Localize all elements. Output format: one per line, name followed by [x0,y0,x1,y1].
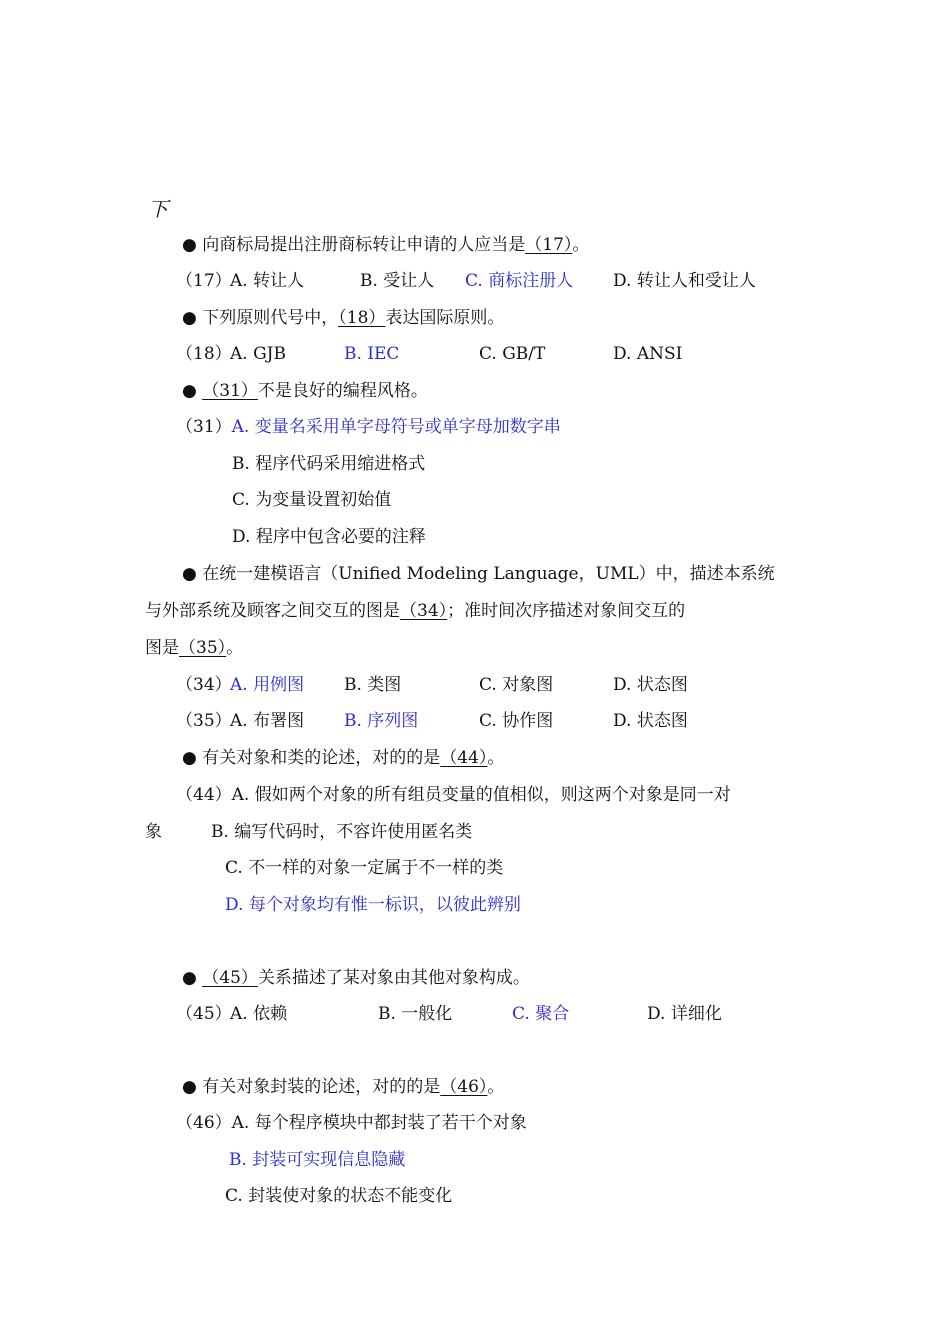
q35-number: （35） [176,711,232,731]
question-17-stem [182,234,589,256]
question-18-stem [182,307,504,329]
question-45-stem [182,967,530,989]
corner-mark: 下 [148,197,168,221]
question-31-stem [182,380,428,402]
q44-option-a-line2: 象 [145,822,162,842]
q31-option-c: C. 为变量设置初始值 [232,490,392,510]
q31-option-d: D. 程序中包含必要的注释 [232,527,426,547]
q45-number: （45） [176,1004,232,1024]
q44-option-b: B. 编写代码时，不容许使用匿名类 [211,822,473,842]
question-31-option-a-row [176,416,561,438]
question-17-options [176,270,876,292]
q44-stem-text: ● 有关对象和类的论述，对的的是 [182,748,441,768]
q45-blank: （45） [202,968,258,988]
question-34-line-2 [145,600,685,622]
question-44-stem [182,747,504,769]
q18-option-d: D. ANSI [613,344,683,364]
q31-end: 不是良好的编程风格。 [257,381,428,401]
q17-number: （17） [176,271,232,291]
q44-option-a-line1: A. 假如两个对象的所有组员变量的值相似，则这两个对象是同一对 [231,785,731,805]
q18-blank: （18） [338,308,386,328]
question-35-options [176,710,876,732]
q46-option-a-row [176,1112,527,1134]
q45-stem-text: ● [182,968,197,988]
question-18-options [176,343,876,365]
q46-end: 。 [487,1077,505,1097]
q31-stem-text: ● [182,381,197,401]
q35-option-d: D. 状态图 [613,711,688,731]
q35-option-b: B. 序列图 [344,711,419,731]
question-34-line-1: ● 在统一建模语言（Unified Modeling Language，UML）中，描述本系统 [182,564,775,584]
q18-number: （18） [176,344,232,364]
q45-option-d: D. 详细化 [647,1004,722,1024]
q17-blank: （17） [525,235,573,255]
q17-end: 。 [572,235,590,255]
q18-stem-text: ● 下列原则代号中， [182,308,339,328]
q17-stem-text: ● 向商标局提出注册商标转让申请的人应当是 [182,235,526,255]
q34-blank: （34） [400,601,448,621]
q18-option-b: B. IEC [344,344,400,364]
q35-option-c: C. 协作图 [479,711,554,731]
q44-option-d: D. 每个对象均有惟一标识，以彼此辨别 [225,895,521,915]
q34-number: （34） [176,675,232,695]
q46-blank: （46） [440,1077,488,1097]
q46-number: （46） [176,1113,232,1133]
q35-line3-pre: 图是 [145,638,179,658]
q31-blank: （31） [202,381,258,401]
question-45-options [176,1003,876,1025]
q17-option-b: B. 受让人 [360,271,435,291]
q44-blank: （44） [440,748,488,768]
q34-option-b: B. 类图 [344,675,402,695]
question-34-options [176,674,876,696]
q18-end: 表达国际原则。 [385,308,505,328]
q44-number: （44） [176,785,232,805]
q45-option-c: C. 聚合 [512,1004,570,1024]
q45-option-a: A. 依赖 [230,1004,288,1024]
q44-option-c: C. 不一样的对象一定属于不一样的类 [225,858,504,878]
q31-number: （31） [176,417,232,437]
q34-option-c: C. 对象图 [479,675,554,695]
q18-option-c: C. GB/T [479,344,546,364]
q45-option-b: B. 一般化 [378,1004,453,1024]
q35-blank: （35） [179,638,227,658]
q44-option-a-row [176,784,731,806]
question-46-stem [182,1076,504,1098]
q17-option-c: C. 商标注册人 [465,271,574,291]
q31-option-b: B. 程序代码采用缩进格式 [232,454,426,474]
q34-option-d: D. 状态图 [613,675,688,695]
q35-line3-post: 。 [226,638,244,658]
question-34-line-3 [145,637,243,659]
q46-stem-text: ● 有关对象封装的论述，对的的是 [182,1077,441,1097]
q34-option-a: A. 用例图 [230,675,305,695]
q34-line2-pre: 与外部系统及顾客之间交互的图是 [145,601,400,621]
q45-end: 关系描述了某对象由其他对象构成。 [257,968,530,988]
q44-option-a-b-row [145,821,645,843]
q34-line2-post: ；准时间次序描述对象间交互的 [447,601,686,621]
q44-end: 。 [487,748,505,768]
q46-option-b: B. 封装可实现信息隐藏 [229,1150,406,1170]
q46-option-c: C. 封装使对象的状态不能变化 [225,1186,453,1206]
q35-option-a: A. 布署图 [230,711,305,731]
q46-option-a: A. 每个程序模块中都封装了若干个对象 [231,1113,527,1133]
q17-option-d: D. 转让人和受让人 [613,271,756,291]
q31-option-a: A. 变量名采用单字母符号或单字母加数字串 [231,417,561,437]
q18-option-a: A. GJB [230,344,286,364]
q17-option-a: A. 转让人 [230,271,305,291]
